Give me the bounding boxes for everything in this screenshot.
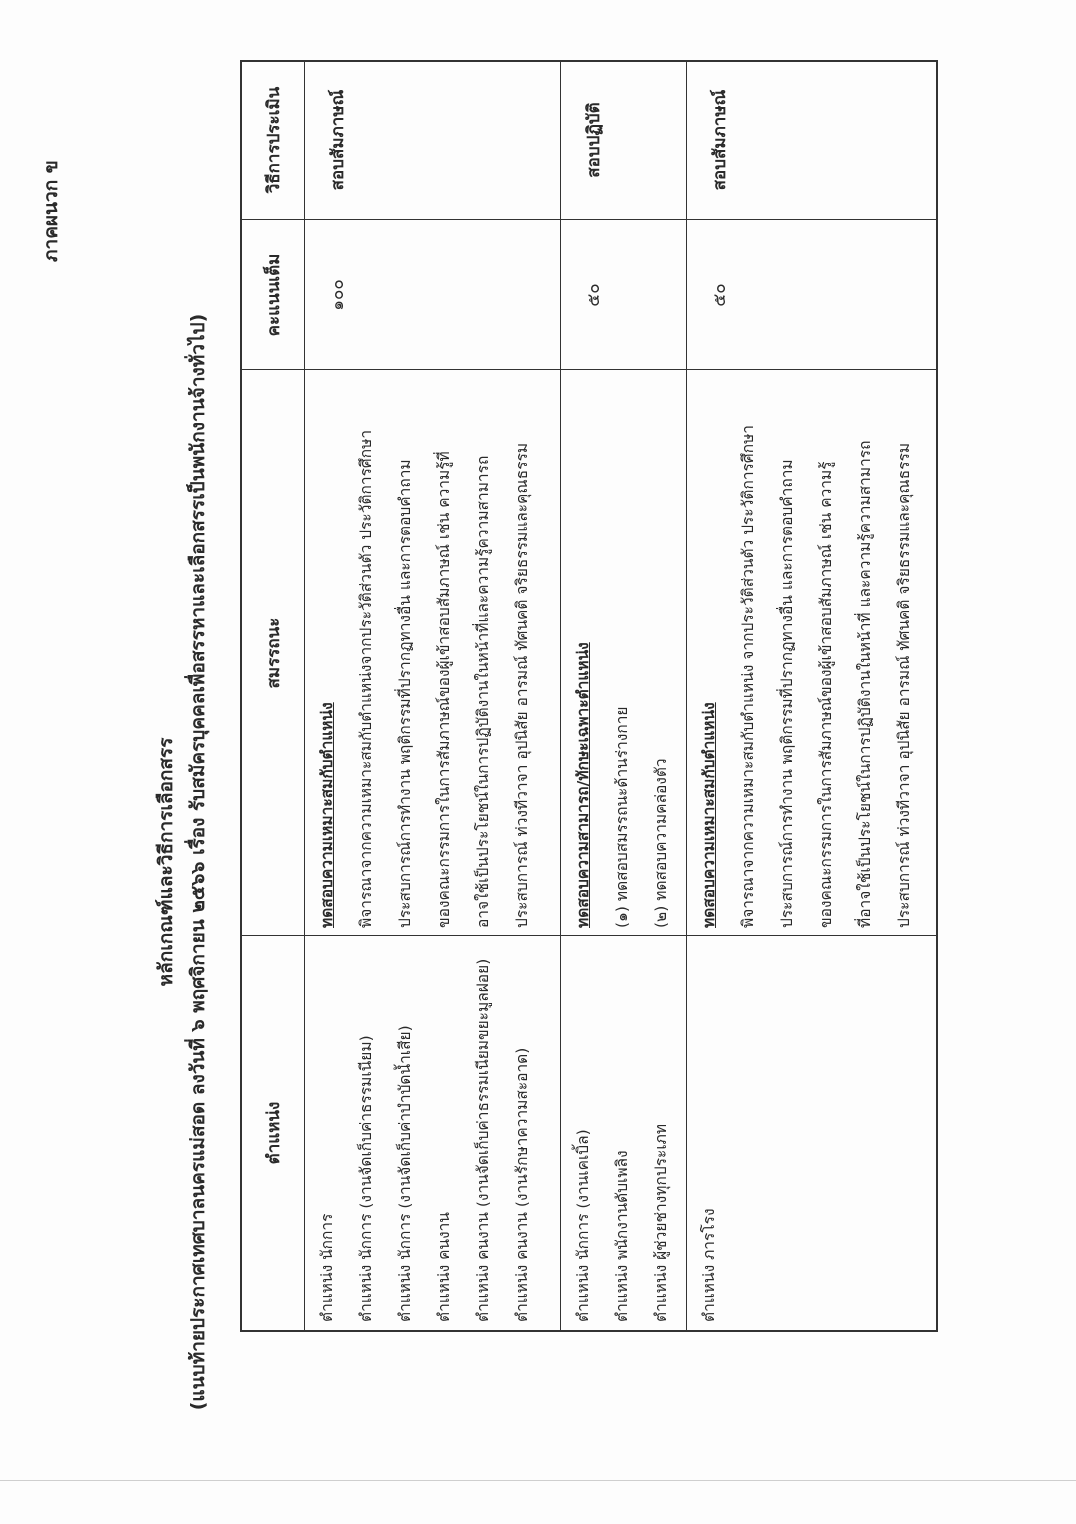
competency-line: (๒) ทดสอบความคล่องตัว: [652, 758, 670, 928]
group-2-competency: [564, 642, 681, 928]
group-3-competency: [690, 425, 924, 928]
header-position: ตำแหน่ง: [263, 1101, 284, 1165]
group-1-full-score: ๑๐๐: [328, 279, 348, 311]
group-1-positions: [308, 959, 542, 1322]
rotated-document-content: [22, 22, 1022, 1482]
competency-line: (๑) ทดสอบสมรรถนะด้านร่างกาย: [613, 706, 631, 928]
position-item: ตำแหน่ง คนงาน (งานจัดเก็บค่าธรรมเนียมขยะมูลฝอย): [474, 958, 492, 1322]
appendix-label: ภาคผนวก ข: [40, 160, 62, 262]
row-divider: [686, 62, 687, 1330]
group-3-full-score: ๕๐: [710, 283, 730, 307]
column-divider: [242, 935, 936, 936]
header-method: วิธีการประเมิน: [263, 86, 284, 194]
competency-line: ที่อาจใช้เป็นประโยชน์ในการปฏิบัติงานในหน้าที่ และความรู้ความสามารถ: [856, 440, 874, 928]
header-full-score: คะแนนเต็ม: [263, 253, 284, 337]
competency-line: ของคณะกรรมการในการสัมภาษณ์ของผู้เข้าสอบสัมภาษณ์ เช่น ความรู้ที่: [435, 451, 453, 928]
selection-criteria-table: [240, 60, 938, 1332]
group-3-method: สอบสัมภาษณ์: [710, 89, 730, 191]
competency-line: อาจใช้เป็นประโยชน์ในการปฏิบัติงานในหน้าที่และความรู้ความสามารถ: [474, 455, 492, 928]
group-3-positions: [690, 1208, 729, 1322]
title-line-1: หลักเกณฑ์และวิธีการเลือกสรร: [155, 737, 177, 987]
competency-line: ประสบการณ์การทำงาน พฤติกรรมที่ปรากฏทางอื่น และการตอบคำถาม: [778, 459, 796, 928]
competency-line: ประสบการณ์ ท่วงทีวาจา อุปนิสัย อารมณ์ ทัศนคติ จริยธรรมและคุณธรรม: [895, 442, 913, 928]
position-item: ตำแหน่ง นักการ (งานเคเบิ้ล): [574, 1129, 592, 1322]
position-item: ตำแหน่ง คนงาน: [435, 1212, 453, 1322]
competency-line: ประสบการณ์การทำงาน พฤติกรรมที่ปรากฏทางอื่น และการตอบคำถาม: [396, 459, 414, 928]
position-item: ตำแหน่ง ภารโรง: [700, 1208, 718, 1322]
group-1-method: สอบสัมภาษณ์: [328, 89, 348, 191]
document-title: [150, 242, 215, 1482]
title-line-2: (แนบท้ายประกาศเทศบาลนครแม่สอด ลงวันที่ ๖ พฤศจิกายน ๒๕๖๖ เรื่อง รับสมัครบุคคลเพื่อสรรหาและเลือกสรรเป็นพนักงานจ้างทั่วไป): [187, 313, 210, 1411]
group-2-positions: [564, 1124, 681, 1322]
competency-heading: ทดสอบความเหมาะสมกับตำแหน่ง: [700, 702, 718, 928]
position-item: ตำแหน่ง นักการ: [318, 1213, 336, 1322]
competency-line: ประสบการณ์ ท่วงทีวาจา อุปนิสัย อารมณ์ ทัศนคติ จริยธรรมและคุณธรรม: [513, 442, 531, 928]
position-item: ตำแหน่ง ผู้ช่วยช่างทุกประเภท: [652, 1123, 670, 1322]
competency-line: ของคณะกรรมการในการสัมภาษณ์ของผู้เข้าสอบสัมภาษณ์ เช่น ความรู้: [817, 461, 835, 928]
competency-heading: ทดสอบความเหมาะสมกับตำแหน่ง: [318, 702, 336, 928]
competency-heading: ทดสอบความสามารถ/ทักษะเฉพาะตำแหน่ง: [574, 642, 592, 928]
position-item: ตำแหน่ง คนงาน (งานรักษาความสะอาด): [513, 1047, 531, 1322]
row-divider: [560, 62, 561, 1330]
competency-line: พิจารณาจากความเหมาะสมกับตำแหน่ง จากประวัติส่วนตัว ประวัติการศึกษา: [739, 424, 757, 928]
competency-line: พิจารณาจากความเหมาะสมกับตำแหน่งจากประวัติส่วนตัว ประวัติการศึกษา: [357, 429, 375, 928]
header-competency: สมรรถนะ: [263, 617, 284, 689]
group-1-competency: [308, 430, 542, 928]
position-item: ตำแหน่ง นักการ (งานจัดเก็บค่าธรรมเนียม): [357, 1035, 375, 1322]
group-2-full-score: ๕๐: [584, 283, 604, 307]
position-item: ตำแหน่ง นักการ (งานจัดเก็บค่าบำบัดน้ำเสีย): [396, 1025, 414, 1322]
header-divider: [304, 62, 305, 1330]
group-2-method: สอบปฏิบัติ: [584, 102, 604, 178]
position-item: ตำแหน่ง พนักงานดับเพลิง: [613, 1150, 631, 1322]
